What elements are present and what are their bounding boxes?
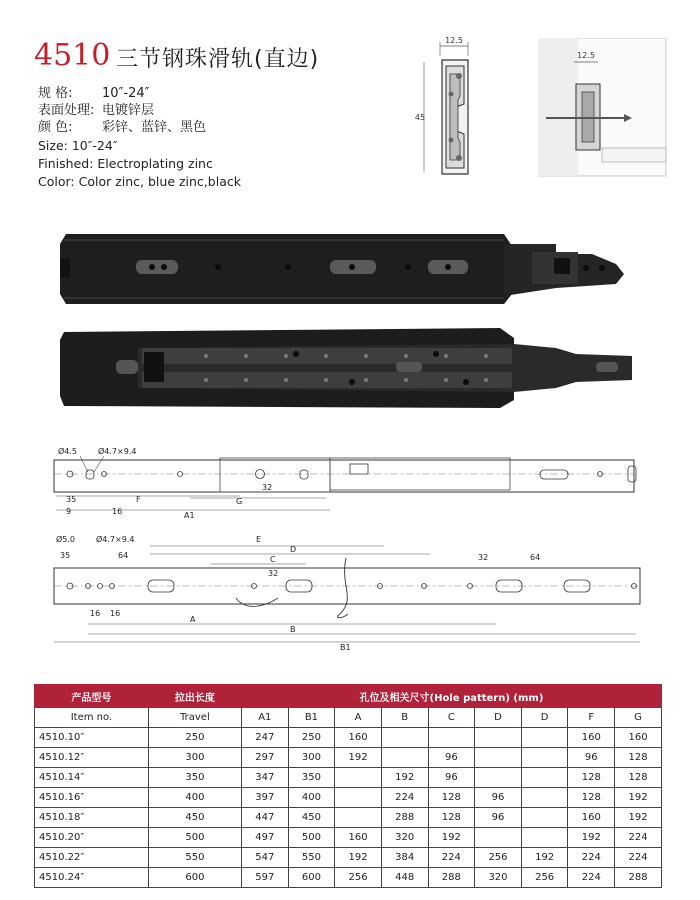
table-cell: 160 [335,828,382,848]
table-cell [335,768,382,788]
table-cell: 224 [428,848,475,868]
dim-A1-label: A1 [184,511,195,520]
table-cell: 448 [381,868,428,888]
table-cell: 450 [288,808,335,828]
item-no-cell: 4510.18″ [35,808,149,828]
table-cell: 320 [475,868,522,888]
header-hole-pattern: 孔位及相关尺寸(Hole pattern) (mm) [241,685,661,708]
dim-32-label: 32 [262,483,273,492]
spec-size-en: Size: 10″-24″ [38,138,118,153]
table-cell: 288 [615,868,662,888]
spec-finish-en: Finished: Electroplating zinc [38,156,213,171]
table-cell: 128 [615,748,662,768]
table-cell [381,728,428,748]
table-cell: 347 [241,768,288,788]
table-row [35,788,662,808]
table-cell: 297 [241,748,288,768]
dim-F-label: F [136,495,141,504]
table-cell: 192 [428,828,475,848]
col-a1: A1 [241,708,288,728]
spec-value: 电镀锌层 [102,103,155,118]
table-cell: 250 [148,728,241,748]
spec-color-cn [38,116,206,135]
col-g: G [615,708,662,728]
table-cell: 96 [428,768,475,788]
header-item-cn: 产品型号 [35,685,149,708]
table-cell: 224 [615,848,662,868]
product-name: 三节钢珠滑轨(直边) [116,47,320,72]
table-cell: 224 [568,848,615,868]
dim-32-label: 32 [268,569,279,578]
table-cell: 192 [335,848,382,868]
dim-16a-label: 16 [90,609,101,618]
item-no-cell: 4510.22″ [35,848,149,868]
table-cell: 384 [381,848,428,868]
col-a: A [335,708,382,728]
item-no-cell: 4510.24″ [35,868,149,888]
table-cell: 256 [521,868,568,888]
table-cell: 160 [568,808,615,828]
table-cell: 192 [568,828,615,848]
table-cell: 192 [521,848,568,868]
dim-E-label: E [256,535,262,544]
col-d2: D [521,708,568,728]
item-no-cell: 4510.14″ [35,768,149,788]
col-travel: Travel [148,708,241,728]
col-d: D [475,708,522,728]
table-cell: 192 [615,808,662,828]
table-cell: 96 [475,788,522,808]
table-cell: 128 [428,808,475,828]
table-cell: 320 [381,828,428,848]
dim-32-right-label: 32 [478,553,489,562]
table-cell: 288 [428,868,475,888]
table-cell: 497 [241,828,288,848]
spec-color-en: Color: Color zinc, blue zinc,black [38,174,241,189]
table-cell: 600 [288,868,335,888]
spec-label: 颜 色: [38,120,73,135]
dim-G-label: G [236,497,243,506]
item-no-cell: 4510.12″ [35,748,149,768]
table-cell: 192 [381,768,428,788]
table-row [35,828,662,848]
dimensions-table [34,684,662,888]
table-cell [335,788,382,808]
table-cell: 350 [148,768,241,788]
section-height-label: 45 [414,113,426,122]
table-cell: 256 [475,848,522,868]
table-cell: 192 [615,788,662,808]
item-no-cell: 4510.10″ [35,728,149,748]
dim-B-label: B [290,625,296,634]
table-cell [475,768,522,788]
table-cell: 96 [428,748,475,768]
table-cell [381,748,428,768]
slide-photo-extended [56,326,636,410]
dim-D-label: D [290,545,297,554]
table-cell: 224 [615,828,662,848]
table-row [35,748,662,768]
table-cell: 288 [381,808,428,828]
table-row [35,848,662,868]
dim-C-label: C [270,555,276,564]
table-cell: 300 [148,748,241,768]
table-cell: 192 [335,748,382,768]
table-column-row [35,708,662,728]
table-cell: 600 [148,868,241,888]
table-cell: 400 [288,788,335,808]
table-cell: 96 [568,748,615,768]
table-cell: 128 [428,788,475,808]
table-cell: 300 [288,748,335,768]
table-row [35,868,662,888]
table-row [35,768,662,788]
table-cell: 256 [335,868,382,888]
table-cell: 128 [568,788,615,808]
table-cell: 250 [288,728,335,748]
table-cell: 160 [568,728,615,748]
table-cell: 547 [241,848,288,868]
table-cell: 96 [475,808,522,828]
spec-value: 10″-24″ [102,86,150,101]
table-cell [521,728,568,748]
hole-diameter-label: Ø5.0 [56,535,76,544]
table-header-cn-row [35,685,662,708]
dim-9-label: 9 [66,507,72,516]
table-cell: 500 [288,828,335,848]
table-cell: 550 [148,848,241,868]
table-cell [521,808,568,828]
col-c: C [428,708,475,728]
col-b1: B1 [288,708,335,728]
table-row [35,728,662,748]
hole-pattern-drawing-closed [40,438,660,520]
item-no-cell: 4510.16″ [35,788,149,808]
spec-label: 规 格: [38,86,73,101]
product-model-number: 4510 [34,38,111,73]
table-cell: 450 [148,808,241,828]
table-cell: 128 [568,768,615,788]
dim-16b-label: 16 [110,609,121,618]
table-cell: 160 [615,728,662,748]
table-cell [475,728,522,748]
install-width-label: 12.5 [577,51,595,60]
table-row [35,808,662,828]
hole-diameter-label: Ø4.5 [58,447,78,456]
table-cell: 500 [148,828,241,848]
table-cell [521,768,568,788]
table-cell [335,808,382,828]
table-cell: 128 [615,768,662,788]
table-cell [475,828,522,848]
installation-drawing [538,38,668,178]
dim-35-label: 35 [60,551,71,560]
dim-35-label: 35 [66,495,77,504]
header-travel-cn: 拉出长度 [148,685,241,708]
table-cell: 224 [381,788,428,808]
table-cell: 597 [241,868,288,888]
dim-B1-label: B1 [340,643,351,652]
table-cell: 350 [288,768,335,788]
dim-16-label: 16 [112,507,123,516]
col-item: Item no. [35,708,149,728]
spec-value: 彩锌、蓝锌、黑色 [102,120,207,135]
table-cell [521,748,568,768]
slot-size-label: Ø4.7×9.4 [98,447,137,456]
section-width-label: 12.5 [445,36,463,45]
table-cell: 397 [241,788,288,808]
table-cell: 247 [241,728,288,748]
table-cell: 224 [568,868,615,888]
item-no-cell: 4510.20″ [35,828,149,848]
table-cell: 400 [148,788,241,808]
table-cell [475,748,522,768]
table-cell [521,828,568,848]
slide-photo-top [56,228,636,310]
cross-section-drawing [410,34,510,184]
slot-size-label: Ø4.7×9.4 [96,535,135,544]
dim-A-label: A [190,615,196,624]
spec-label: 表面处理: [38,103,95,118]
dim-64-label: 64 [118,551,129,560]
table-cell [521,788,568,808]
table-cell: 550 [288,848,335,868]
table-body [35,728,662,888]
hole-pattern-drawing-extended [40,528,660,654]
table-cell: 447 [241,808,288,828]
table-cell: 160 [335,728,382,748]
dim-64-right-label: 64 [530,553,541,562]
col-b: B [381,708,428,728]
col-f: F [568,708,615,728]
table-cell [428,728,475,748]
